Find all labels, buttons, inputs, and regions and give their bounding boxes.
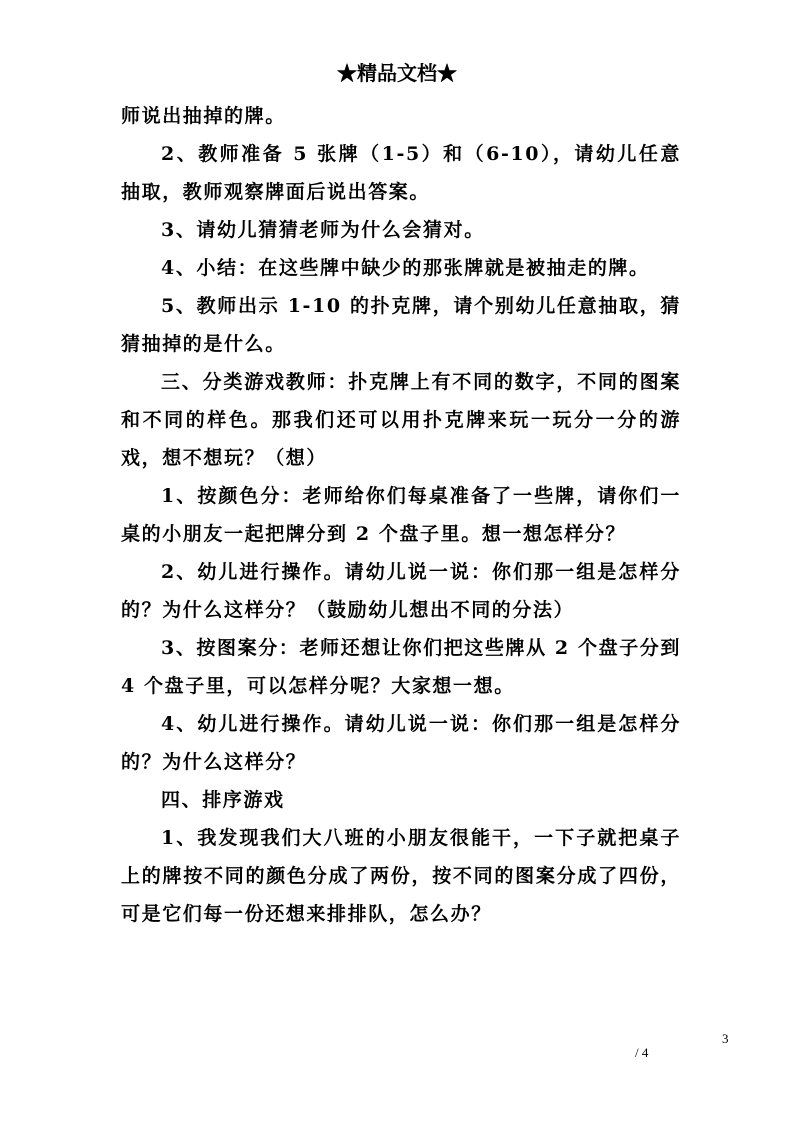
paragraph: 2、教师准备 5 张牌（1-5）和（6-10），请幼儿任意抽取，教师观察牌面后说出答案。 bbox=[121, 143, 681, 203]
paragraph: 1、按颜色分：老师给你们每桌准备了一些牌，请你们一桌的小朋友一起把牌分到 2 个盘子里。想一想怎样分？ bbox=[121, 485, 681, 545]
paragraph: 师说出抽掉的牌。 bbox=[121, 105, 286, 127]
paragraph: 3、按图案分：老师还想让你们把这些牌从 2 个盘子分到 4 个盘子里，可以怎样分呢？大家想一想。 bbox=[121, 637, 681, 697]
document-body bbox=[121, 97, 681, 933]
page-header-title: ★精品文档★ bbox=[337, 61, 457, 85]
paragraph: 2、幼儿进行操作。请幼儿说一说：你们那一组是怎样分的？为什么这样分？（鼓励幼儿想出不同的分法） bbox=[121, 561, 681, 621]
section-heading: 四、排序游戏 bbox=[161, 789, 285, 811]
paragraph: 5、教师出示 1-10 的扑克牌，请个别幼儿任意抽取，猜猜抽掉的是什么。 bbox=[121, 295, 681, 355]
page-total: / 4 bbox=[635, 1045, 649, 1060]
paragraph: 4、幼儿进行操作。请幼儿说一说：你们那一组是怎样分的？为什么这样分？ bbox=[121, 713, 681, 773]
paragraph: 1、我发现我们大八班的小朋友很能干，一下子就把桌子上的牌按不同的颜色分成了两份，按不同的图案分成了四份，可是它们每一份还想来排排队，怎么办？ bbox=[121, 827, 681, 925]
section-paragraph: 三、分类游戏教师：扑克牌上有不同的数字，不同的图案和不同的样色。那我们还可以用扑克牌来玩一玩分一分的游戏，想不想玩？（想） bbox=[121, 371, 681, 469]
paragraph: 3、请幼儿猜猜老师为什么会猜对。 bbox=[161, 219, 485, 241]
paragraph: 4、小结：在这些牌中缺少的那张牌就是被抽走的牌。 bbox=[161, 257, 650, 279]
page-number: 3 bbox=[722, 1031, 729, 1046]
